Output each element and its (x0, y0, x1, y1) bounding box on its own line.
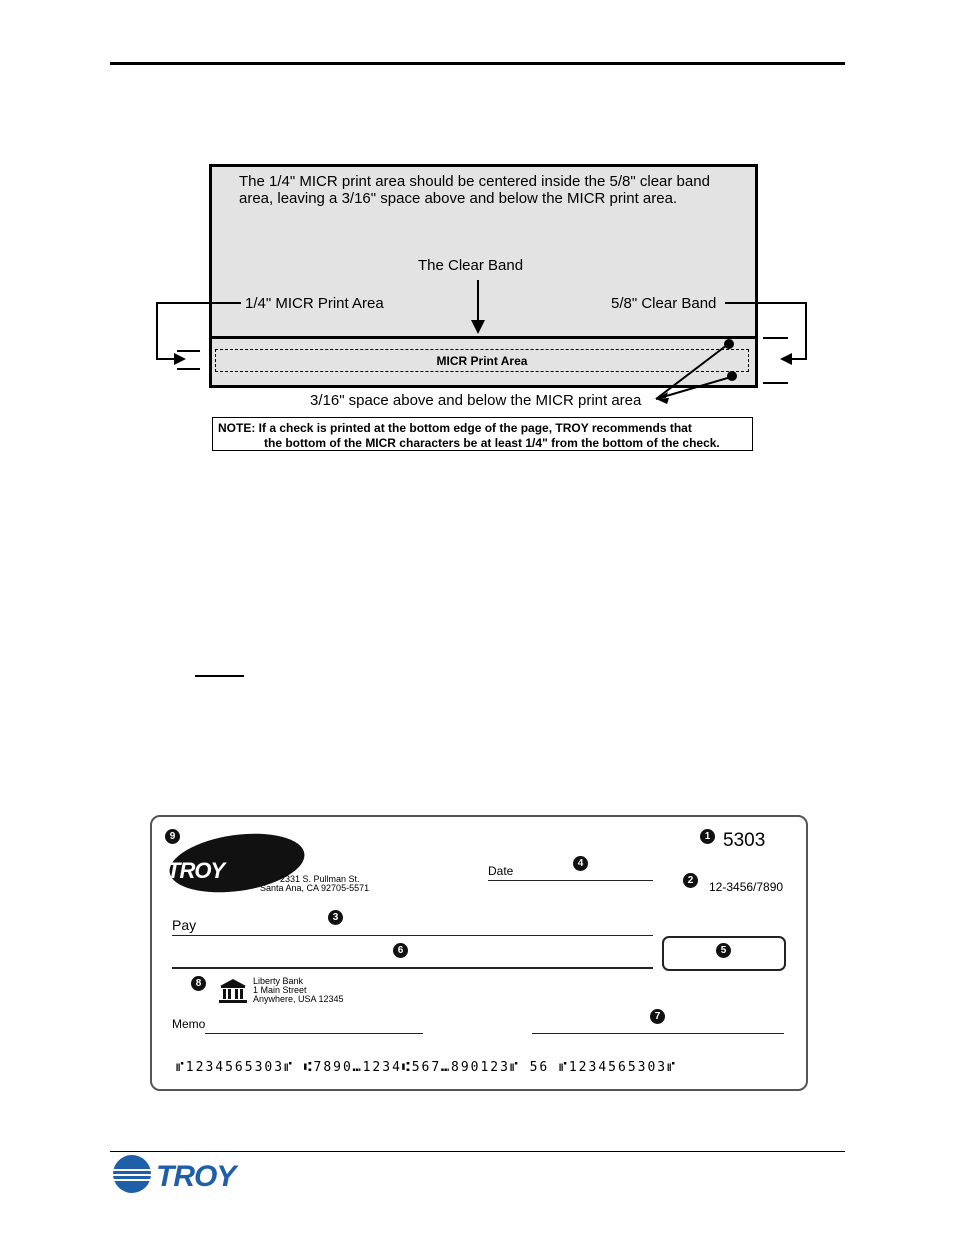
marker-5: 5 (716, 943, 731, 958)
header-rule (110, 62, 845, 65)
instruction-line-2: area, leaving a 3/16" space above and below the MICR print area. (239, 190, 678, 207)
left-bracket-arrow-head (174, 353, 186, 365)
date-label: Date (488, 864, 514, 878)
check-number: 5303 (723, 830, 766, 851)
date-line (488, 880, 653, 881)
footer-logo-text: TROY (156, 1160, 236, 1193)
bank-name: Liberty Bank (253, 976, 304, 986)
clear-band-top-edge (212, 336, 755, 339)
bank-city: Anywhere, USA 12345 (253, 994, 344, 1004)
micr-print-area-label: 1/4" MICR Print Area (245, 295, 384, 312)
marker-7: 7 (650, 1009, 665, 1024)
memo-line (205, 1033, 423, 1034)
pay-label: Pay (172, 917, 197, 933)
marker-6: 6 (393, 943, 408, 958)
instruction-line-1: The 1/4" MICR print area should be centered inside the 5/8" clear band (239, 173, 710, 190)
note-line-1: NOTE: If a check is printed at the bottom edge of the page, TROY recommends that (218, 421, 692, 435)
signature-line (532, 1033, 784, 1034)
check-address-line-2: Santa Ana, CA 92705-5571 (260, 883, 370, 893)
marker-8: 8 (191, 976, 206, 991)
payee-line (172, 935, 653, 936)
bank-icon (218, 978, 248, 1004)
micr-print-area-box: MICR Print Area (215, 349, 749, 372)
marker-4: 4 (573, 856, 588, 871)
marker-3: 3 (328, 910, 343, 925)
amount-words-line (172, 967, 653, 969)
marker-9: 9 (165, 829, 180, 844)
space-label: 3/16" space above and below the MICR print area (310, 392, 642, 409)
note-box (212, 417, 753, 451)
clear-band-label: The Clear Band (418, 257, 524, 274)
check-address-line-1: 2331 S. Pullman St. (280, 874, 360, 884)
micr-line: ⑈1234565303⑈ ⑆7890⑉1234⑆567⑉890123⑈ 56 ⑈1234565303⑈ (176, 1060, 677, 1075)
memo-label: Memo (172, 1017, 206, 1031)
check-logo-text: TROY (167, 858, 225, 883)
underlined-word-mark (195, 675, 244, 677)
clear-band-size-label: 5/8" Clear Band (611, 295, 717, 312)
right-bracket-arrow-head (780, 353, 792, 365)
marker-2: 2 (683, 873, 698, 888)
bank-street: 1 Main Street (253, 985, 307, 995)
note-line-2: the bottom of the MICR characters be at least 1/4" from the bottom of the check. (264, 436, 720, 450)
marker-1: 1 (700, 829, 715, 844)
routing-fraction: 12-3456/7890 (709, 880, 784, 894)
